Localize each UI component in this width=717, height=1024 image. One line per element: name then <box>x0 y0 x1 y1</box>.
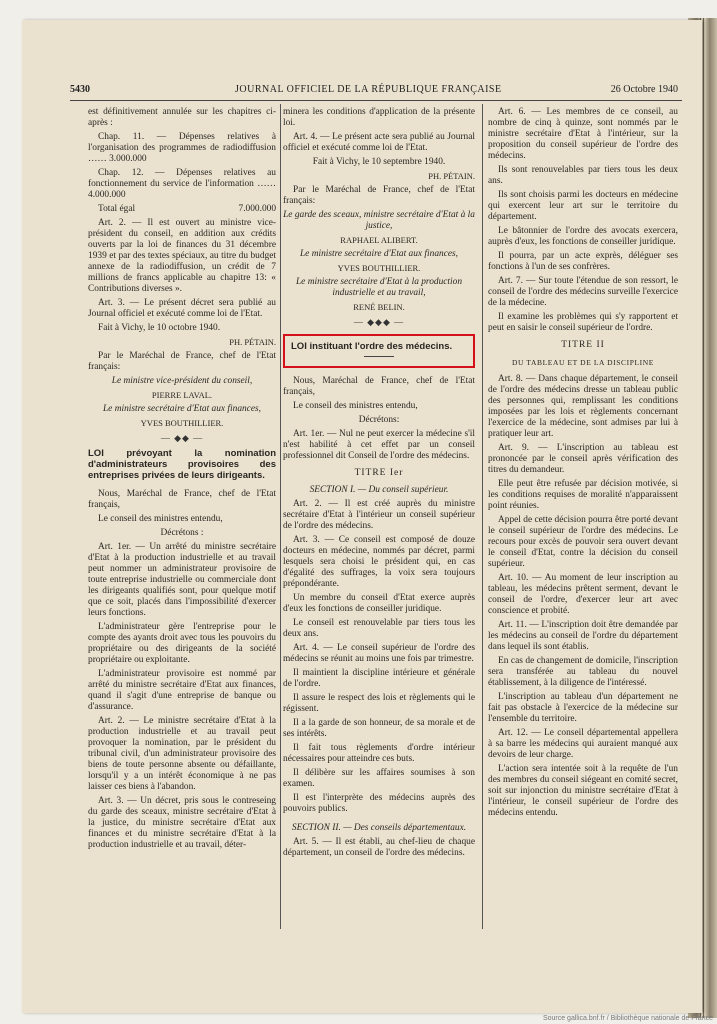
paragraph: Elle peut être refusée par décision motivée, si les conditions requises de moralité n'apparaissent point réunies. <box>488 479 678 511</box>
law-title: LOI instituant l'ordre des médecins. <box>291 341 453 352</box>
signature-petain: PH. PÉTAIN. <box>428 171 475 181</box>
paragraph: Appel de cette décision pourra être porté devant le conseil supérieur de l'ordre des médecins. Le recours pour excès de pouvoir sera ouvert devant le conseil d'Etat, contre la décision du conseil supérieur. <box>488 515 678 569</box>
minister-title: Le ministre vice-président du conseil, <box>111 376 253 386</box>
column-1 <box>88 107 276 854</box>
highlighted-law-title-box <box>283 334 475 368</box>
titre-subheading: DU TABLEAU ET DE LA DISCIPLINE <box>512 358 654 367</box>
paragraph: L'inscription au tableau d'un département ne fait pas obstacle à l'exercice de la médecine sur l'ensemble du territoire. <box>488 692 678 724</box>
column-3 <box>488 107 678 822</box>
chapter-12-label: Chap. 12. — Dépenses relatives au fonctionnement du service de l'information <box>88 168 276 189</box>
section-heading: SECTION II. — Des conseils départementaux. <box>291 823 467 833</box>
preamble: Nous, Maréchal de France, chef de l'Etat français, <box>283 376 475 397</box>
article-7: Art. 7. — Sur toute l'étendue de son ressort, le conseil de l'ordre des médecins surveille l'exercice de la médecine. <box>488 276 678 308</box>
signature-petain: PH. PÉTAIN. <box>229 337 276 347</box>
paragraph: Il a la garde de son honneur, de sa morale et de ses intérêts. <box>283 718 475 739</box>
page-number: 5430 <box>70 84 90 95</box>
minister-title: Le ministre secrétaire d'Etat aux finances, <box>299 249 459 259</box>
paragraph: Il maintient la discipline intérieure et générale de l'ordre. <box>283 668 475 689</box>
section-heading: SECTION I. — Du conseil supérieur. <box>309 485 449 495</box>
article-2: Art. 2. — Il est ouvert au ministre vice-président du conseil, en addition aux crédits ouverts par la loi de finances du 31 décembre 1939 et par des textes spéciaux, au titre du budget annexe de la radiodiffusion, un crédit de 7 millions de francs applicable au chapitre 13: « Contributions diverses ». <box>88 218 276 294</box>
preamble: Le conseil des ministres entendu, <box>293 401 418 411</box>
journal-title: JOURNAL OFFICIEL DE LA RÉPUBLIQUE FRANÇAISE <box>235 84 502 95</box>
paragraph: Il examine les problèmes qui s'y rapportent et peut en saisir le conseil supérieur de l'ordre. <box>488 312 678 333</box>
date-line: Fait à Vichy, le 10 septembre 1940. <box>312 157 446 167</box>
chapter-11-label: Chap. 11. — Dépenses relatives à l'organisation des programmes de radiodiffusion <box>88 132 276 153</box>
article-3: Art. 3. — Un décret, pris sous le contreseing du garde des sceaux, ministre secrétaire d'Etat à la justice, du ministre secrétaire d'Etat aux finances et du ministre secrétaire d'Etat à la production industrielle et au travail, déter- <box>88 796 276 850</box>
minister-title: Le garde des sceaux, ministre secrétaire d'Etat à la justice, <box>283 210 475 231</box>
paragraph: Le bâtonnier de l'ordre des avocats exercera, auprès d'eux, les fonctions de conseiller juridique. <box>488 226 678 247</box>
article-3: Art. 3. — Ce conseil est composé de douze docteurs en médecine, nommés par décret, parmi lesquels sera choisi le président qui, en cas d'égalité des suffrages, la voix sera toujours prépondérante. <box>283 535 475 589</box>
paragraph: Il est l'interprète des médecins auprès des pouvoirs publics. <box>283 793 475 814</box>
signature-laval: PIERRE LAVAL. <box>151 390 213 400</box>
article-12: Art. 12. — Le conseil départemental appellera à sa barre les médecins qui auraient manqué aux devoirs de leur charge. <box>488 728 678 760</box>
paragraph: Un membre du conseil d'Etat exerce auprès d'eux les fonctions de conseiller juridique. <box>283 593 475 614</box>
paragraph: L'administrateur gère l'entreprise pour le compte des ayants droit avec tous les pouvoirs du propriétaire ou des dirigeants de la société propriétaire ou exploitante. <box>88 622 276 665</box>
preamble: Le conseil des ministres entendu, <box>98 514 223 524</box>
header-rule <box>70 100 682 101</box>
article-5: Art. 5. — Il est établi, au chef-lieu de chaque département, un conseil de l'ordre des médecins. <box>283 837 475 858</box>
total-row <box>88 204 276 215</box>
chapter-12: Chap. 12. — Dépenses relatives au fonctionnement du service de l'information …… 4.000.000 <box>88 168 276 200</box>
article-4: Art. 4. — Le conseil supérieur de l'ordre des médecins se réunit au moins une fois par trimestre. <box>283 643 475 664</box>
separator-ornament: — ◆◆◆ — <box>353 317 405 327</box>
chapter-11: Chap. 11. — Dépenses relatives à l'organisation des programmes de radiodiffusion …… 3.000.000 <box>88 132 276 164</box>
par-marechal: Par le Maréchal de France, chef de l'Etat français: <box>88 351 276 372</box>
paragraph: Le conseil est renouvelable par tiers tous les deux ans. <box>283 618 475 639</box>
decretons: Décrétons: <box>358 415 400 425</box>
par-marechal: Par le Maréchal de France, chef de l'Etat français: <box>283 185 475 206</box>
article-3: Art. 3. — Le présent décret sera publié au Journal officiel et exécuté comme loi de l'Etat. <box>88 298 276 319</box>
paragraph: L'administrateur provisoire est nommé par arrêté du ministre secrétaire d'Etat aux finances, quand il s'agit d'une entreprise de banque ou d'assurance. <box>88 669 276 712</box>
titre-heading: TITRE II <box>561 340 605 350</box>
paragraph: est définitivement annulée sur les chapitres ci-après : <box>88 107 276 128</box>
issue-date: 26 Octobre 1940 <box>610 84 678 95</box>
paragraph: L'action sera intentée soit à la requête de l'un des membres du conseil siégeant en comité secret, soit sur injonction du ministre secrétaire d'Etat à l'intérieur, le conseil supérieur de l'ordre des médecins entendu. <box>488 764 678 818</box>
law-title: LOI prévoyant la nomination d'administrateurs provisoires des entreprises privées de leurs dirigeants. <box>88 448 276 481</box>
article-9: Art. 9. — L'inscription au tableau est prononcée par le conseil après vérification des titres du demandeur. <box>488 443 678 475</box>
column-divider-2 <box>482 104 483 929</box>
title-rule <box>364 356 394 357</box>
article-2: Art. 2. — Il est créé auprès du ministre secrétaire d'Etat à l'intérieur un conseil supérieur de l'ordre des médecins. <box>283 499 475 531</box>
paragraph: Il assure le respect des lois et règlements qui le régissent. <box>283 693 475 714</box>
article-4: Art. 4. — Le présent acte sera publié au Journal officiel et exécuté comme loi de l'Etat. <box>283 132 475 153</box>
article-2: Art. 2. — Le ministre secrétaire d'Etat à la production industrielle et au travail peut provoquer la nomination, par le président du tribunal civil, d'un administrateur provisoire des biens de toute personne absente ou défaillante, lorsqu'il y a un intérêt économique à ne pas laisser ces biens à l'abandon. <box>88 716 276 792</box>
total-amount: 7.000.000 <box>238 204 276 214</box>
paragraph: Il fait tous règlements d'ordre intérieur nécessaires pour atteindre ces buts. <box>283 743 475 764</box>
article-11: Art. 11. — L'inscription doit être demandée par les médecins au conseil de l'ordre du département dans lequel ils sont établis. <box>488 620 678 652</box>
signature-alibert: RAPHAEL ALIBERT. <box>340 235 418 245</box>
signature-bouthillier: YVES BOUTHILLIER. <box>140 418 224 428</box>
minister-title: Le ministre secrétaire d'Etat aux finances, <box>102 404 262 414</box>
article-8: Art. 8. — Dans chaque département, le conseil de l'ordre des médecins dresse un tableau public des personnes qui, remplissant les conditions imposées par les lois et règlements concernant l'exercice de la médecine, sont admises par lui à pratiquer leur art. <box>488 374 678 439</box>
paragraph: minera les conditions d'application de la présente loi. <box>283 107 475 128</box>
date-line: Fait à Vichy, le 10 octobre 1940. <box>98 323 221 333</box>
chapter-11-amount: 3.000.000 <box>109 154 147 164</box>
column-2 <box>283 107 475 862</box>
paragraph: Ils sont choisis parmi les docteurs en médecine qui exercent leur art sur le territoire du département. <box>488 190 678 222</box>
titre-heading: TITRE Ier <box>354 468 404 478</box>
total-label: Total égal <box>98 204 136 214</box>
paragraph: Ils sont renouvelables par tiers tous les deux ans. <box>488 165 678 186</box>
minister-title: Le ministre secrétaire d'Etat à la production industrielle et au travail, <box>295 277 463 298</box>
article-1: Art. 1er. — Un arrêté du ministre secrétaire d'Etat à la production industrielle et au travail peut nommer un administrateur provisoire de toute entreprise industrielle ou commerciale dont les dirigeants qualifiés sont, pour quelque motif que ce soit, placés dans l'impossibilité d'exercer leurs fonctions. <box>88 542 276 618</box>
preamble: Nous, Maréchal de France, chef de l'Etat français, <box>88 489 276 510</box>
page-header <box>70 84 684 98</box>
signature-bouthillier: YVES BOUTHILLIER. <box>337 263 421 273</box>
signature-belin: RENÉ BELIN. <box>353 302 405 312</box>
decretons: Décrétons : <box>160 528 204 538</box>
article-6: Art. 6. — Les membres de ce conseil, au nombre de cinq à quinze, sont nommés par le ministre secrétaire d'Etat à l'intérieur, sur la proposition du conseil supérieur de l'ordre des médecins. <box>488 107 678 161</box>
source-credit: Source gallica.bnf.fr / Bibliothèque nationale de France <box>542 1015 713 1022</box>
paragraph: Il pourra, par un acte exprès, déléguer ses fonctions à l'un de ses confrères. <box>488 251 678 272</box>
paragraph: En cas de changement de domicile, l'inscription sera transférée au tableau du nouvel établissement, à la diligence de l'intéressé. <box>488 656 678 688</box>
chapter-12-amount: 4.000.000 <box>88 190 126 200</box>
separator-ornament: — ◆◆ — <box>160 433 204 443</box>
article-10: Art. 10. — Au moment de leur inscription au tableau, les médecins prêtent serment, devant le conseil de l'ordre, d'exercer leur art avec conscience et probité. <box>488 573 678 616</box>
article-1: Art. 1er. — Nul ne peut exercer la médecine s'il n'est habilité à cet effet par un conseil professionnel dit Conseil de l'ordre des médecins. <box>283 429 475 461</box>
paragraph: Il délibère sur les affaires soumises à son examen. <box>283 768 475 789</box>
column-divider-1 <box>280 104 281 929</box>
